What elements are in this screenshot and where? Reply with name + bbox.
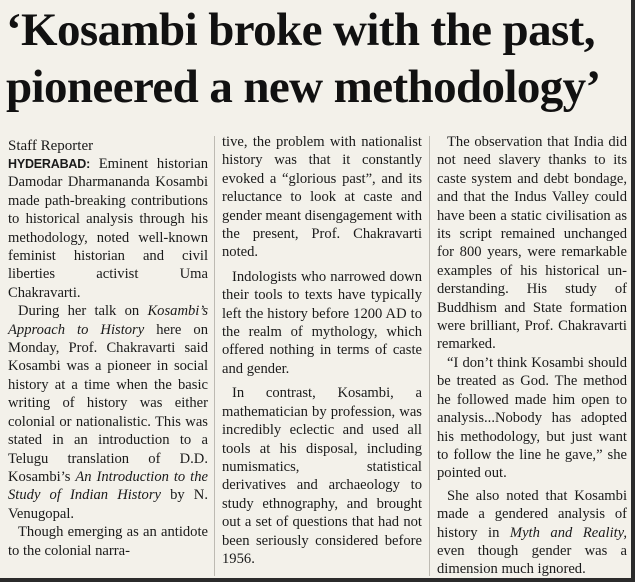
article-column-1 xyxy=(8,137,208,560)
paragraph-text: She also noted that Kosambi made a gendered analysis of history in xyxy=(437,487,627,541)
paragraph-text: by N. Venugopal. xyxy=(8,487,208,522)
column-divider xyxy=(214,136,215,576)
paragraph-text: here on Monday, Prof. Chakravarti said Kosambi was a pioneer in social history at a time when the basic writing of history was either colonial or nationalistic. This was stated in an introduction to a Telugu translation of D.D. Kosambi’s xyxy=(8,321,208,485)
paragraph: tive, the problem with nationalist history was that it constantly evoked a “glorious past”, and its reluctance to look at caste and gender meant disengagement with the present, Prof. Chakravarti noted. xyxy=(222,134,422,261)
book-title: An Introduction to the Study of Indian History xyxy=(8,468,208,504)
paragraph-text: even though gender was a dimension much ignored. xyxy=(437,542,627,578)
column-divider xyxy=(429,136,430,576)
headline xyxy=(6,2,626,116)
paragraph: In contrast, Kosambi, a mathematician by profession, was incredibly eclectic and used all tools at his disposal, including numismatics, statistical derivatives and archaeology to study ethnography, and brought out a set of questions that had not been seriously considered before 1956. xyxy=(222,385,422,567)
book-title: Myth and Reality, xyxy=(509,524,627,541)
dateline: HYDERABAD: xyxy=(8,157,91,171)
paragraph: “I don’t think Kosambi should be treated as God. The method he followed made him open to analysis...Nobody has adopted his methodology, but just want to follow the line he gave,” she pointed out. xyxy=(437,354,627,482)
paragraph: The observation that India did not need slavery thanks to its caste system and debt bondage, and that the Indus Valley could have been a static civilisation as its script remained unchanged for 800 years, were remarkable examples of his historical understanding. His study of Buddhism and State formation were brilliant, Prof. Chakravarti remarked. xyxy=(437,134,627,353)
byline: Staff Reporter xyxy=(8,138,94,154)
paragraph xyxy=(8,155,208,302)
paragraph: Indologists who narrowed down their tools to texts have typically left the history before 1200 AD to the realm of mythology, which offered nothing in terms of caste and gender. xyxy=(222,268,422,377)
paragraph: Though emerging as an antidote to the colonial narra- xyxy=(8,524,208,559)
article-column-3 xyxy=(437,133,627,579)
paragraph xyxy=(437,487,627,579)
paragraph xyxy=(8,302,208,523)
paragraph-text: Eminent historian Damodar Dharmananda Kosambi made path-breaking contributions to historical analysis through his methodology, noted well-known feminist historian and civil liberties activist Uma Chakravarti. xyxy=(8,156,208,301)
headline-line-1: ‘Kosambi broke with the past, xyxy=(6,4,595,56)
paragraph-text: During her talk on xyxy=(18,303,148,320)
article-column-2 xyxy=(222,133,422,568)
headline-line-2: pioneered a new methodology’ xyxy=(6,61,601,113)
book-title: Kosambi’s Approach to History xyxy=(8,303,208,338)
